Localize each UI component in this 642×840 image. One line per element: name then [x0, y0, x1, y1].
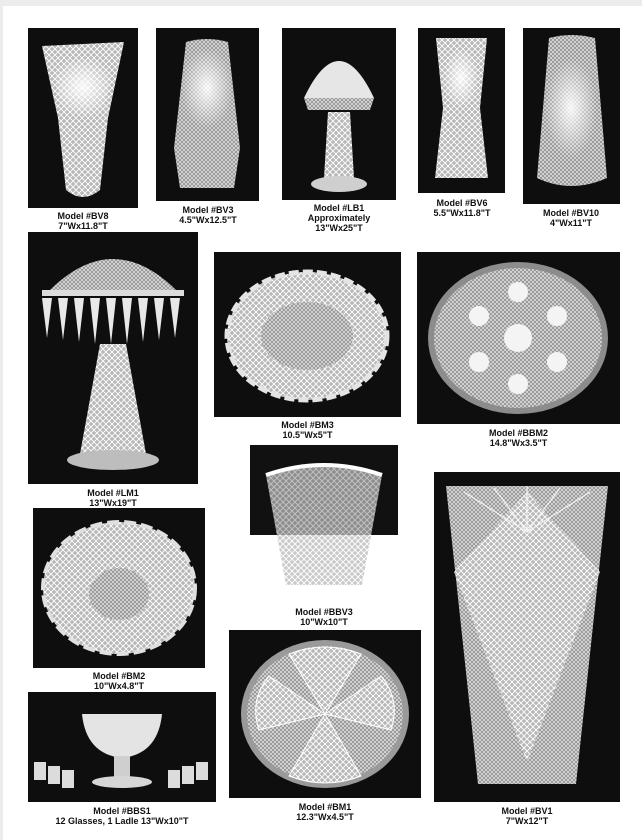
caption-bbm2	[417, 428, 620, 448]
caption-model: Model #BM3	[281, 420, 334, 430]
photo-bbm2-plate	[417, 252, 620, 424]
caption-model: Model #BM2	[92, 671, 146, 681]
caption-dims: Approximately	[307, 213, 371, 223]
caption-model: Model #BV8	[57, 211, 109, 221]
caption-model: Model #BV3	[182, 205, 234, 215]
photo-lm1-lamp	[28, 232, 198, 484]
photo-bm3-bowl	[214, 252, 401, 417]
caption-model: Model #BBS1	[93, 806, 151, 816]
caption-bbs1	[20, 806, 224, 826]
caption-model: Model #BBM2	[488, 428, 548, 438]
caption-model: Model #BV1	[501, 806, 553, 816]
caption-bv3	[152, 205, 264, 225]
caption-lb1	[282, 203, 396, 233]
caption-bv8	[28, 211, 138, 231]
photo-bv8-vase	[28, 28, 138, 208]
caption-bm3	[214, 420, 401, 440]
caption-dims: 10.5"Wx5"T	[282, 430, 333, 440]
caption-dims: 13"Wx25"T	[315, 223, 363, 233]
photo-bbv3-vase	[250, 445, 398, 603]
photo-bbs1-punch-set	[28, 692, 216, 802]
caption-model: Model #BV10	[542, 208, 600, 218]
caption-dims: 10"Wx4.8"T	[93, 681, 145, 691]
caption-dims: 4"Wx11"T	[549, 218, 593, 228]
caption-bv10	[521, 208, 621, 228]
photo-bm2-bowl	[33, 508, 205, 668]
caption-model: Model #BBV3	[295, 607, 353, 617]
caption-model: Model #BV6	[436, 198, 488, 208]
photo-lb1-lamp	[282, 28, 396, 200]
photo-bv6-vase	[418, 28, 505, 193]
caption-bm2	[33, 671, 205, 691]
caption-lm1	[28, 488, 198, 508]
caption-dims: 10"Wx10"T	[300, 617, 348, 627]
caption-bbv3	[250, 607, 398, 627]
caption-dims: 14.8"Wx3.5"T	[489, 438, 548, 448]
caption-dims: 12 Glasses, 1 Ladle 13"Wx10"T	[55, 816, 189, 826]
caption-model: Model #BM1	[298, 802, 352, 812]
caption-dims: 13"Wx19"T	[89, 498, 137, 508]
caption-bm1	[229, 802, 421, 822]
caption-dims: 7"Wx11.8"T	[58, 221, 108, 231]
photo-bv10-vase	[523, 28, 620, 204]
caption-dims: 7"Wx12"T	[505, 816, 549, 826]
photo-bv3-vase	[156, 28, 259, 201]
caption-bv6	[412, 198, 512, 218]
photo-bv1-vase	[434, 472, 620, 802]
caption-bv1	[434, 806, 620, 826]
caption-model: Model #LM1	[87, 488, 139, 498]
caption-dims: 4.5"Wx12.5"T	[179, 215, 237, 225]
caption-dims: 12.3"Wx4.5"T	[296, 812, 354, 822]
caption-dims: 5.5"Wx11.8"T	[433, 208, 491, 218]
caption-model: Model #LB1	[313, 203, 365, 213]
photo-bm1-bowl	[229, 630, 421, 798]
